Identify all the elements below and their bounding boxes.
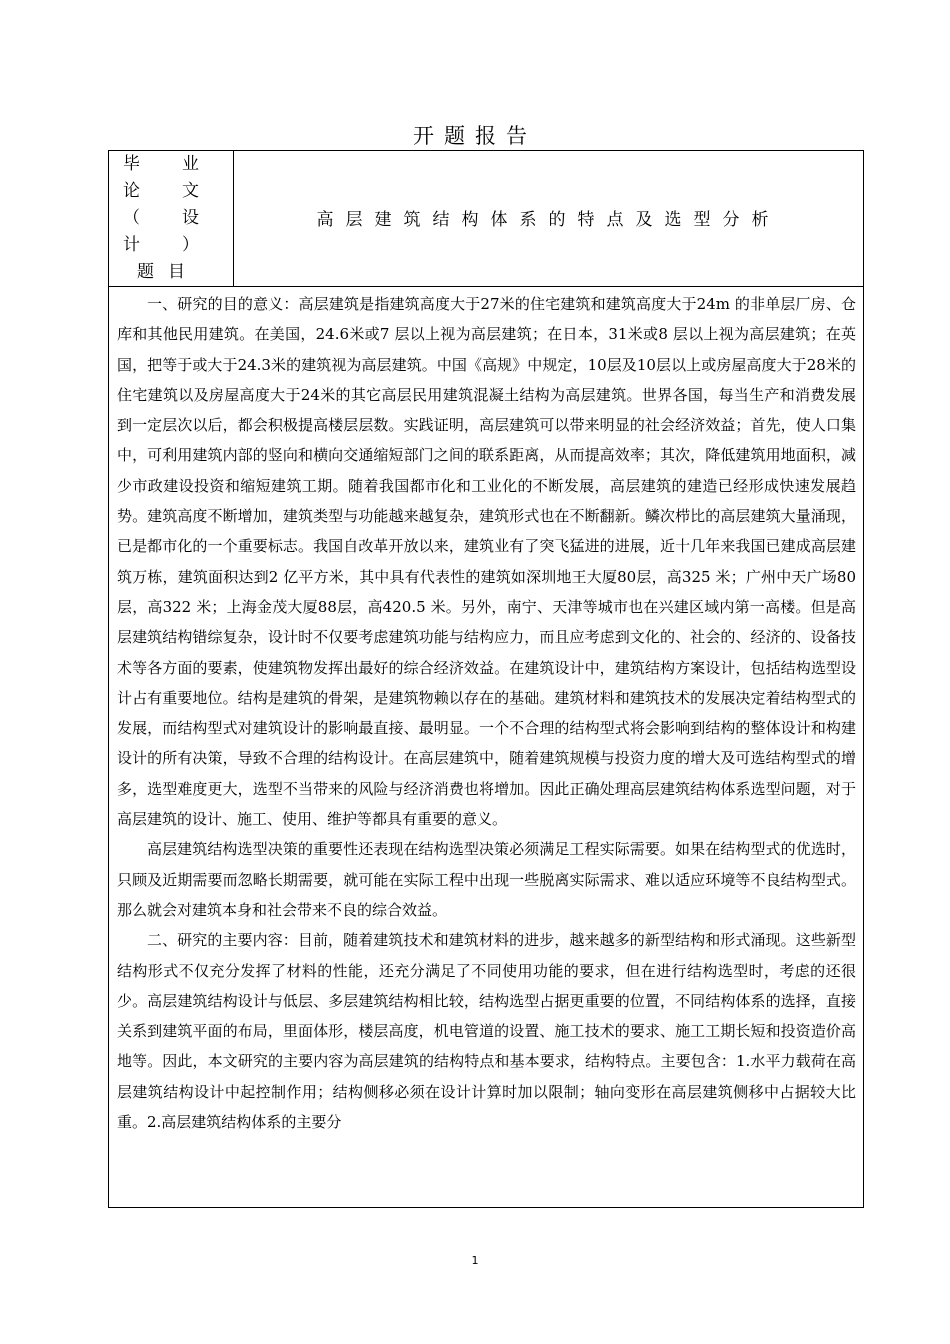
paragraph-importance: 高层建筑结构选型决策的重要性还表现在结构选型决策必须满足工程实际需要。如果在结构型式的优选时，只顾及近期需要而忽略长期需要，就可能在实际工程中出现一些脱离实际需求、难以适应环境等不良结构型式。那么就会对建筑本身和社会带来不良的综合效益。 <box>117 840 856 919</box>
title-row <box>109 151 864 287</box>
paragraph-content: 二、研究的主要内容：目前，随着建筑技术和建筑材料的进步，越来越多的新型结构和形式涌现。这些新型结构形式不仅充分发挥了材料的性能，还充分满足了不同使用功能的要求，但在进行结构选型时，考虑的还很少。高层建筑结构设计与低层、多层建筑结构相比较，结构选型占据更重要的位置，不同结构体系的选择，直接关系到建筑平面的布局，里面体形，楼层高度，机电管道的设置、施工技术的要求、施工工期长短和投资造价高地等。因此，本文研究的主要内容为高层建筑的结构特点和基本要求，结构特点。主要包含：1.水平力载荷在高层建筑结构设计中起控制作用；结构侧移必须在设计计算时加以限制；轴向变形在高层建筑侧移中占据较大比重。2.高层建筑结构体系的主要分 <box>117 931 856 1132</box>
label-cell <box>109 151 234 287</box>
thesis-title-label: 毕业论文（设计）题目 <box>123 154 213 282</box>
body-text <box>109 287 863 1137</box>
paragraph-purpose: 一、研究的目的意义：高层建筑是指建筑高度大于27米的住宅建筑和建筑高度大于24m 的非单层厂房、仓库和其他民用建筑。在美国，24.6米或7 层以上视为高层建筑；在日本，31米或8 层以上视为高层建筑；在英国，把等于或大于24.3米的建筑视为高层建筑。中国《高规》中规定，10层及10层以上或房屋高度大于28米的住宅建筑以及房屋高度大于24米的其它高层民用建筑混凝土结构为高层建筑。世界各国，每当生产和消费发展到一定层次以后，都会积极提高楼层层数。实践证明，高层建筑可以带来明显的社会经济效益；首先，使人口集中，可利用建筑内部的竖向和横向交通缩短部门之间的联系距离，从而提高效率；其次，降低建筑用地面积，减少市政建设投资和缩短建筑工期。随着我国都市化和工业化的不断发展，高层建筑的建造已经形成快速发展趋势。建筑高度不断增加，建筑类型与功能越来越复杂，建筑形式也在不断翻新。鳞次栉比的高层建筑大量涌现，已是都市化的一个重要标志。我国自改革开放以来，建筑业有了突飞猛进的进展，近十几年来我国已建成高层建筑万栋，建筑面积达到2 亿平方米，其中具有代表性的建筑如深圳地王大厦80层，高325 米；广州中天广场80层，高322 米；上海金茂大厦88层，高420.5 米。另外，南宁、天津等城市也在兴建区域内第一高楼。但是高层建筑结构错综复杂，设计时不仅要考虑建筑功能与结构应力，而且应考虑到文化的、社会的、经济的、设备技术等各方面的要素，使建筑物发挥出最好的综合经济效益。在建筑设计中，建筑结构方案设计，包括结构选型设计占有重要地位。结构是建筑的骨架，是建筑物赖以存在的基础。建筑材料和建筑技术的发展决定着结构型式的发展，而结构型式对建筑设计的影响最直接、最明显。一个不合理的结构型式将会影响到结构的整体设计和构建设计的所有决策，导致不合理的结构设计。在高层建筑中，随着建筑规模与投资力度的增大及可选结构型式的增多，选型难度更大，选型不当带来的风险与经济消费也将增加。因此正确处理高层建筑结构体系选型问题，对于高层建筑的设计、施工、使用、维护等都具有重要的意义。 <box>117 295 856 829</box>
page-number: 1 <box>471 1254 479 1267</box>
body-row <box>109 287 864 1208</box>
report-table <box>108 150 864 1208</box>
document-title: 开题报告 <box>413 124 537 148</box>
topic-cell <box>234 151 864 287</box>
thesis-topic: 高层建筑结构体系的特点及选型分析 <box>316 210 781 230</box>
body-cell <box>109 287 864 1208</box>
